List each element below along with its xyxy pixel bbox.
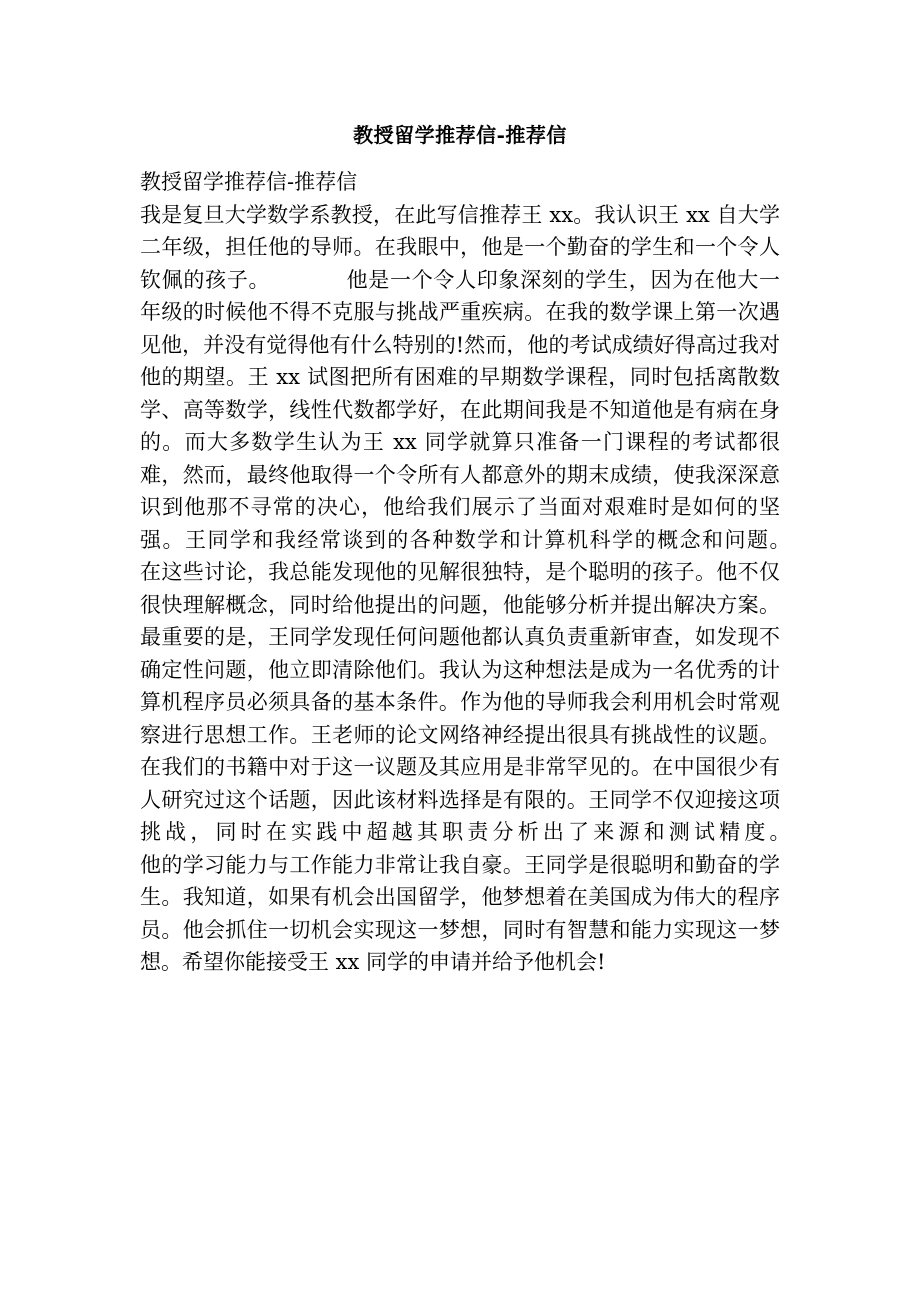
document-body — [140, 166, 864, 979]
document-title: 教授留学推荐信-推荐信 — [353, 123, 567, 147]
document-subtitle: 教授留学推荐信-推荐信 — [140, 170, 358, 194]
letter-body-paragraph: 我是复旦大学数学系教授，在此写信推荐王 xx。我认识王 xx 自大学二年级，担任他的导师。在我眼中，他是一个勤奋的学生和一个令人钦佩的孩子。 他是一个令人印象深刻的学生，因为在他大一年级的时候他不得不克服与挑战严重疾病。在我的数学课上第一次遇见他，并没有觉得他有什么特别的!然而，他的考试成绩好得高过我对他的期望。王 xx 试图把所有困难的早期数学课程，同时包括离散数学、高等数学，线性代数都学好，在此期间我是不知道他是有病在身的。而大多数学生认为王 xx 同学就算只准备一门课程的考试都很难，然而，最终他取得一个令所有人都意外的期末成绩，使我深深意识到他那不寻常的决心，他给我们展示了当面对艰难时是如何的坚强。王同学和我经常谈到的各种数学和计算机科学的概念和问题。 在这些讨论，我总能发现他的见解很独特，是个聪明的孩子。他不仅很快理解概念，同时给他提出的问题，他能够分析并提出解决方案。最重要的是，王同学发现任何问题他都认真负责重新审查，如发现不确定性问题，他立即清除他们。我认为这种想法是成为一名优秀的计算机程序员必须具备的基本条件。作为他的导师我会利用机会时常观察进行思想工作。王老师的论文网络神经提出很具有挑战性的议题。在我们的书籍中对于这一议题及其应用是非常罕见的。在中国很少有人研究过这个话题，因此该材料选择是有限的。王同学不仅迎接这项挑战，同时在实践中超越其职责分析出了来源和测试精度。 他的学习能力与工作能力非常让我自豪。王同学是很聪明和勤奋的学生。我知道，如果有机会出国留学，他梦想着在美国成为伟大的程序员。他会抓住一切机会实现这一梦想，同时有智慧和能力实现这一梦想。希望你能接受王 xx 同学的申请并给予他机会! — [140, 202, 864, 974]
